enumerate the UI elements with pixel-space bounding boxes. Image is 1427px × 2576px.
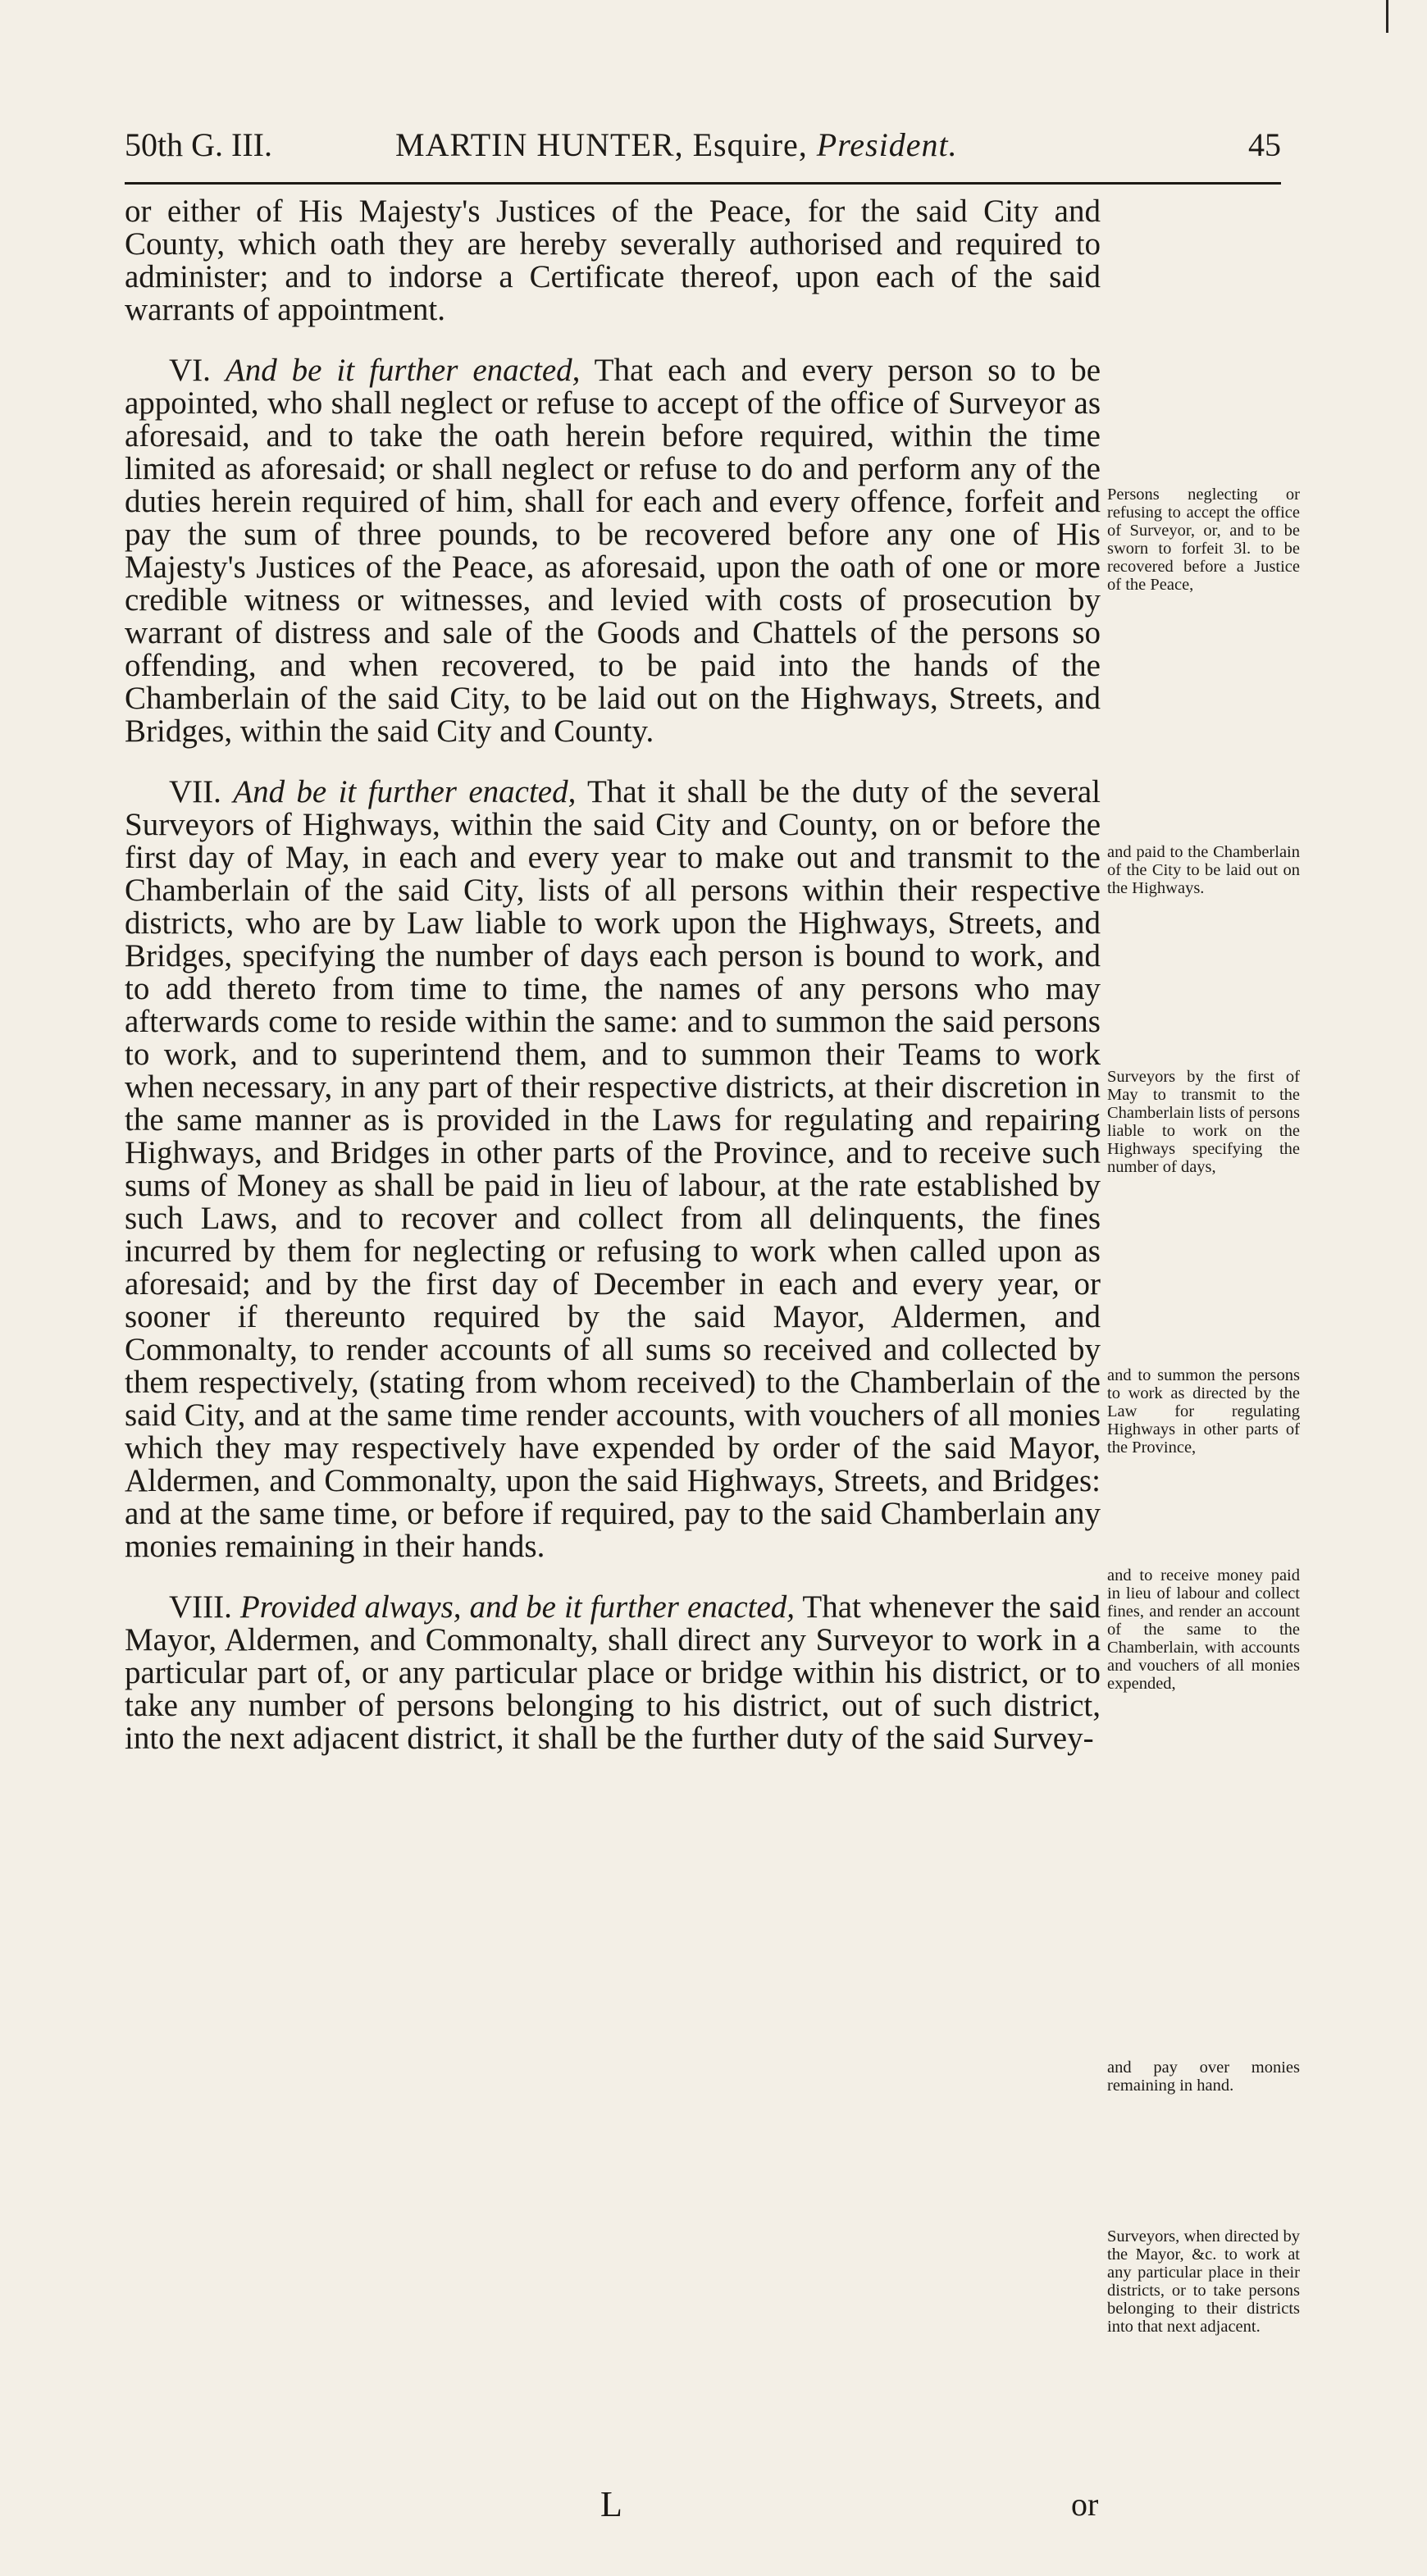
section-6-number: VI. [169, 353, 211, 388]
page-edge-mark [1386, 0, 1388, 33]
section-7-enacting-clause: And be it further enacted, [233, 774, 577, 809]
margin-note: Surveyors, when directed by the Mayor, &c. to work at any particular place in their districts, or to take persons belonging to their districts into that next adjacent. [1107, 2227, 1300, 2336]
section-8-text: That whenever the said Mayor, Aldermen, and Commonalty, shall direct any Surveyor to work in a particular part of, or any particular place or bridge within his district, or to take any number of persons belonging to his district, out of such district, into the next adjacent district, it shall be the further duty of the said Survey- [125, 1589, 1101, 1756]
president-title: President. [816, 126, 958, 163]
president-name: MARTIN HUNTER, Esquire, [395, 126, 808, 163]
margin-note: Surveyors by the first of May to transmit to the Chamberlain lists of persons liable to work on the Highways specifying the number of days, [1107, 1068, 1300, 1176]
margin-note: and paid to the Chamberlain of the City to be laid out on the Highways. [1107, 843, 1300, 897]
section-6-enacting-clause: And be it further enacted, [225, 353, 581, 388]
margin-note: Persons neglecting or refusing to accept the office of Surveyor, or, and to be sworn to forfeit 3l. to be recovered before a Justice of the Peace, [1107, 486, 1300, 594]
section-8-enacting-clause: Provided always, and be it further enacted, [239, 1589, 796, 1625]
header-rule [125, 182, 1281, 185]
running-title [395, 125, 958, 164]
page-number: 45 [1248, 126, 1281, 163]
section-8 [125, 1591, 1101, 1755]
margin-note: and pay over monies remaining in hand. [1107, 2059, 1300, 2095]
section-8-number: VIII. [169, 1589, 232, 1625]
margin-note: and to receive money paid in lieu of labour and collect fines, and render an account of the same to the Chamberlain, with accounts and vouchers of all monies expended, [1107, 1566, 1300, 1693]
continued-paragraph: or either of His Majesty's Justices of the Peace, for the said City and County, which oath they are hereby severally authorised and required to administer; and to indorse a Certificate thereof, upon each of the said warrants of appointment. [125, 194, 1101, 327]
main-text [125, 195, 1101, 1755]
section-7-number: VII. [169, 774, 221, 809]
margin-note: and to summon the persons to work as directed by the Law for regulating Highways in other parts of the Province, [1107, 1366, 1300, 1457]
running-header [125, 119, 1281, 176]
section-7 [125, 776, 1101, 1563]
regnal-year: 50th G. III. [125, 126, 272, 163]
signature-mark: L [600, 2484, 622, 2524]
section-6-text: That each and every person so to be appointed, who shall neglect or refuse to accept of the office of Surveyor as aforesaid, and to take the oath herein before required, within the time limited as aforesaid; or shall neglect or refuse to do and perform any of the duties herein required of him, shall for each and every offence, forfeit and pay the sum of three pounds, to be recovered before any one of His Majesty's Justices of the Peace, as aforesaid, upon the oath of one or more credible witness or witnesses, and levied with costs of prosecution by warrant of distress and sale of the Goods and Chattels of the persons so offending, and when recovered, to be paid into the hands of the Chamberlain of the said City, to be laid out on the Highways, Streets, and Bridges, within the said City and County. [125, 353, 1101, 749]
section-7-text: That it shall be the duty of the several Surveyors of Highways, within the said City and County, on or before the first day of May, in each and every year to make out and transmit to the Chamberlain of the said City, lists of all persons within their respective districts, who are by Law liable to work upon the Highways, Streets, and Bridges, specifying the number of days each person is bound to work, and to add thereto from time to time, the names of any persons who may afterwards come to reside within the same: and to summon the said persons to work, and to superintend them, and to summon their Teams to work when necessary, in any part of their respective districts, at their discretion in the same manner as is provided in the Laws for regulating and repairing Highways, and Bridges in other parts of the Province, and to receive such sums of Money as shall be paid in lieu of labour, at the rate established by such Laws, and to recover and collect from all delinquents, the fines incurred by them for neglecting or refusing to work when called upon as aforesaid; and by the first day of December in each and every year, or sooner if thereunto required by the said Mayor, Aldermen, and Commonalty, to render accounts of all sums so received and collected by them respectively, (stating from whom received) to the Chamberlain of the said City, and at the same time render accounts, with vouchers of all monies which they may respectively have expended by order of the said Mayor, Aldermen, and Commonalty, upon the said Highways, Streets, and Bridges: and at the same time, or before if required, pay to the said Chamberlain any monies remaining in their hands. [125, 774, 1101, 1564]
catchword: or [1071, 2486, 1099, 2523]
section-6 [125, 354, 1101, 748]
